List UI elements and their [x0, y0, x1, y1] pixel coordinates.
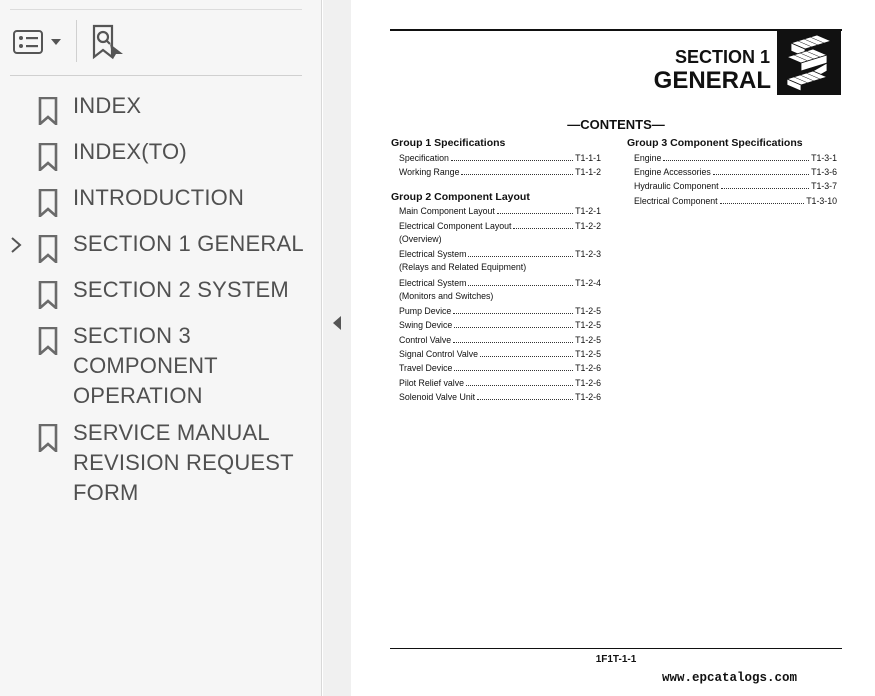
- toolbar-bottom-divider: [10, 75, 302, 76]
- toc-page: T1-3-6: [811, 167, 837, 177]
- leader-dots: [477, 391, 573, 400]
- bookmark-search-icon: [90, 24, 126, 60]
- toc-page: T1-3-7: [811, 181, 837, 191]
- toc-label: Travel Device: [399, 363, 453, 373]
- toc-entry[interactable]: [634, 166, 837, 178]
- toc-page: T1-3-1: [811, 153, 837, 163]
- toc-entry[interactable]: [399, 362, 601, 374]
- group-2-title: Group 2 Component Layout: [391, 191, 530, 203]
- bookmark-icon: [38, 189, 58, 217]
- toc-entry[interactable]: [399, 305, 601, 317]
- bookmark-label: SECTION 1 GENERAL: [73, 231, 304, 256]
- toc-entry[interactable]: [399, 152, 601, 164]
- toc-label: Electrical Component Layout: [399, 221, 512, 231]
- toc-page: T1-1-1: [575, 153, 601, 163]
- bookmark-icon: [38, 97, 58, 125]
- bookmark-icon: [38, 235, 58, 263]
- contents-heading: —CONTENTS—: [567, 117, 665, 132]
- toc-subtitle: (Overview): [399, 234, 442, 244]
- bookmark-section-3-component-operation[interactable]: [0, 321, 322, 413]
- leader-dots: [513, 220, 573, 229]
- bookmark-label: SECTION 3 COMPONENT OPERATION: [73, 323, 218, 408]
- leader-dots: [461, 166, 573, 175]
- bookmark-icon: [38, 281, 58, 309]
- toc-subtitle: (Relays and Related Equipment): [399, 262, 527, 272]
- toc-label: Electrical System: [399, 278, 467, 288]
- toc-label: Control Valve: [399, 335, 452, 345]
- leader-dots: [497, 205, 573, 214]
- footer-rule: [390, 648, 842, 649]
- toc-page: T1-2-1: [575, 206, 601, 216]
- bookmark-icon: [38, 143, 58, 171]
- toc-entry[interactable]: [634, 195, 837, 207]
- toc-subtitle: (Monitors and Switches): [399, 291, 494, 301]
- toc-page: T1-2-4: [575, 278, 601, 288]
- leader-dots: [453, 334, 573, 343]
- toc-page: T1-2-5: [575, 306, 601, 316]
- toc-label: Electrical Component: [634, 196, 718, 206]
- toc-page: T1-2-5: [575, 320, 601, 330]
- toc-label: Pilot Relief valve: [399, 378, 465, 388]
- toc-label: Engine Accessories: [634, 167, 711, 177]
- toolbar-separator: [76, 20, 77, 62]
- header-rule: [390, 29, 842, 31]
- bookmark-service-manual-revision-request-form[interactable]: [0, 418, 322, 510]
- bookmark-index-to[interactable]: [0, 137, 322, 171]
- group-3-title: Group 3 Component Specifications: [627, 137, 803, 149]
- toc-label: Solenoid Valve Unit: [399, 392, 476, 402]
- group-1-title: Group 1 Specifications: [391, 137, 506, 149]
- leader-dots: [453, 305, 573, 314]
- toc-entry[interactable]: [399, 348, 601, 360]
- toc-label: Signal Control Valve: [399, 349, 479, 359]
- bookmarks-panel: [0, 0, 322, 696]
- bookmark-section-2-system[interactable]: [0, 275, 322, 309]
- leader-dots: [720, 195, 805, 204]
- chevron-right-icon[interactable]: [8, 236, 24, 254]
- bookmark-label: SECTION 2 SYSTEM: [73, 277, 289, 302]
- toc-entry[interactable]: [399, 166, 601, 178]
- panel-gutter: [323, 0, 351, 696]
- toc-page: T1-2-3: [575, 249, 601, 259]
- bookmark-introduction[interactable]: [0, 183, 322, 217]
- leader-dots: [468, 248, 573, 257]
- bookmark-label: INDEX: [73, 93, 142, 118]
- toc-label: Electrical System: [399, 249, 467, 259]
- collapse-panel-arrow-icon[interactable]: [330, 314, 344, 332]
- toc-label: Swing Device: [399, 320, 453, 330]
- toc-page: T1-2-6: [575, 378, 601, 388]
- toc-entry[interactable]: [634, 180, 837, 192]
- bookmark-icon: [38, 424, 58, 452]
- toc-label: Working Range: [399, 167, 460, 177]
- toc-page: T1-3-10: [806, 196, 837, 206]
- toc-entry[interactable]: [399, 319, 601, 331]
- toc-label: Engine: [634, 153, 662, 163]
- toc-entry[interactable]: [634, 152, 837, 164]
- find-bookmark-button[interactable]: [90, 24, 126, 60]
- toc-page: T1-2-5: [575, 335, 601, 345]
- toc-entry[interactable]: [399, 220, 601, 232]
- toc-page: T1-2-2: [575, 221, 601, 231]
- bookmark-index[interactable]: [0, 91, 322, 125]
- toc-label: Hydraulic Component: [634, 181, 719, 191]
- toc-entry[interactable]: [399, 377, 601, 389]
- leader-dots: [468, 277, 573, 286]
- page-code: 1F1T-1-1: [595, 654, 637, 665]
- options-menu-button[interactable]: [12, 28, 64, 56]
- toolbar-top-divider: [10, 9, 302, 10]
- leader-dots: [454, 362, 573, 371]
- leader-dots: [713, 166, 809, 175]
- bookmark-section-1-general[interactable]: [0, 229, 322, 263]
- leader-dots: [451, 152, 573, 161]
- leader-dots: [466, 377, 573, 386]
- toc-page: T1-2-6: [575, 363, 601, 373]
- toc-entry[interactable]: [399, 334, 601, 346]
- toc-label: Specification: [399, 153, 449, 163]
- leader-dots: [454, 319, 573, 328]
- leader-dots: [721, 180, 809, 189]
- toc-label: Pump Device: [399, 306, 452, 316]
- section-logo-icon: [777, 31, 841, 95]
- leader-dots: [663, 152, 809, 161]
- toc-entry[interactable]: [399, 277, 601, 289]
- toc-page: T1-2-6: [575, 392, 601, 402]
- toc-label: Main Component Layout: [399, 206, 495, 216]
- bookmark-label: SERVICE MANUAL REVISION REQUEST FORM: [73, 420, 294, 505]
- toc-page: T1-1-2: [575, 167, 601, 177]
- watermark-text: www.epcatalogs.com: [662, 671, 798, 685]
- chevron-down-icon: [50, 37, 62, 47]
- bookmark-label: INDEX(TO): [73, 139, 187, 164]
- toc-entry[interactable]: [399, 205, 601, 217]
- toc-entry[interactable]: [399, 391, 601, 403]
- section-number: SECTION 1: [674, 47, 770, 67]
- bookmark-icon: [38, 327, 58, 355]
- section-title: GENERAL: [653, 67, 771, 94]
- bookmark-label: INTRODUCTION: [73, 185, 245, 210]
- toc-page: T1-2-5: [575, 349, 601, 359]
- leader-dots: [480, 348, 573, 357]
- toc-entry[interactable]: [399, 248, 601, 260]
